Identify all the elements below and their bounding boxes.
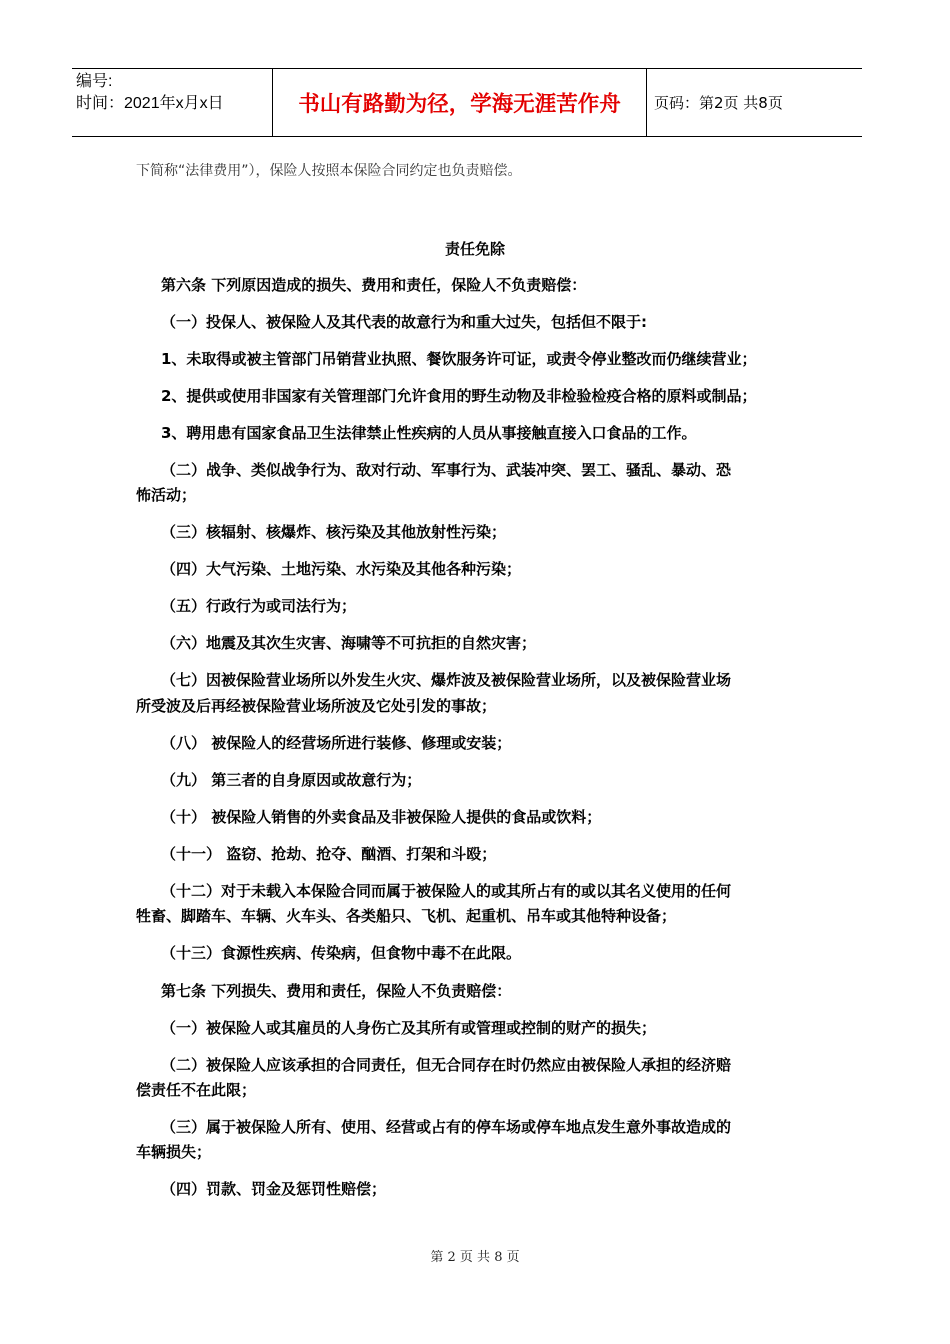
list-item: （三）核辐射、核爆炸、核污染及其他放射性污染； [161,523,507,541]
header-page-info: 页码：第2页 共8页 [654,94,783,112]
list-item: （十二）对于未载入本保险合同而属于被保险人的或其所占有的或以其名义使用的任何 [161,882,732,900]
section-title: 责任免除 [444,240,505,258]
list-item: （十一） 盗窃、抢劫、抢夺、酗酒、打架和斗殴； [161,845,497,863]
list-item: （一）投保人、被保险人及其代表的故意行为和重大过失，包括但不限于: [161,313,648,331]
list-item: （五）行政行为或司法行为； [161,597,357,615]
list-item: （六）地震及其次生灾害、海啸等不可抗拒的自然灾害； [161,634,537,652]
list-item: 2、提供或使用非国家有关管理部门允许食用的野生动物及非检验检疫合格的原料或制品； [161,387,757,405]
number-label: 编号: [76,73,113,90]
list-item: （九） 第三者的自身原因或故意行为； [161,771,422,789]
list-item: （十三）食源性疾病、传染病，但食物中毒不在此限。 [161,944,522,962]
list-item: （三）属于被保险人所有、使用、经营或占有的停车场或停车地点发生意外事故造成的 [161,1118,732,1136]
header-motto: 书山有路勤为径，学海无涯苦作舟 [273,69,647,136]
list-item: （四）大气污染、土地污染、水污染及其他各种污染； [161,560,522,578]
list-item-continuation: 所受波及后再经被保险营业场所波及它处引发的事故； [136,697,497,715]
list-item: （八） 被保险人的经营场所进行装修、修理或安装； [161,734,512,752]
list-item-continuation: 怖活动； [136,486,197,504]
list-item-continuation: 车辆损失； [136,1143,212,1161]
continuation-text: 下简称“法律费用”），保险人按照本保险合同约定也负责赔偿。 [136,163,522,179]
list-item: （四）罚款、罚金及惩罚性赔偿； [161,1180,387,1198]
page-footer: 第 2 页 共 8 页 [430,1250,520,1265]
list-item: （一）被保险人或其雇员的人身伤亡及其所有或管理或控制的财产的损失； [161,1019,657,1037]
list-item: 3、聘用患有国家食品卫生法律禁止性疾病的人员从事接触直接入口食品的工作。 [161,424,697,442]
list-item: （十） 被保险人销售的外卖食品及非被保险人提供的食品或饮料； [161,808,602,826]
list-item: （七）因被保险营业场所以外发生火灾、爆炸波及被保险营业场所，以及被保险营业场 [161,671,732,689]
list-item: 1、未取得或被主管部门吊销营业执照、餐饮服务许可证，或责令停业整改而仍继续营业； [161,350,757,368]
article-7-heading: 第七条 下列损失、费用和责任，保险人不负责赔偿： [161,982,512,1000]
header-meta [72,69,273,136]
article-6-heading: 第六条 下列原因造成的损失、费用和责任，保险人不负责赔偿： [161,276,587,294]
list-item-continuation: 牲畜、脚踏车、车辆、火车头、各类船只、飞机、起重机、吊车或其他特种设备； [136,907,677,925]
list-item: （二）被保险人应该承担的合同责任，但无合同存在时仍然应由被保险人承担的经济赔 [161,1056,732,1074]
time-label: 时间：2021年x月x日 [76,95,224,112]
document-header [72,68,862,137]
list-item-continuation: 偿责任不在此限； [136,1081,257,1099]
list-item: （二）战争、类似战争行为、敌对行动、军事行为、武装冲突、罢工、骚乱、暴动、恐 [161,461,732,479]
